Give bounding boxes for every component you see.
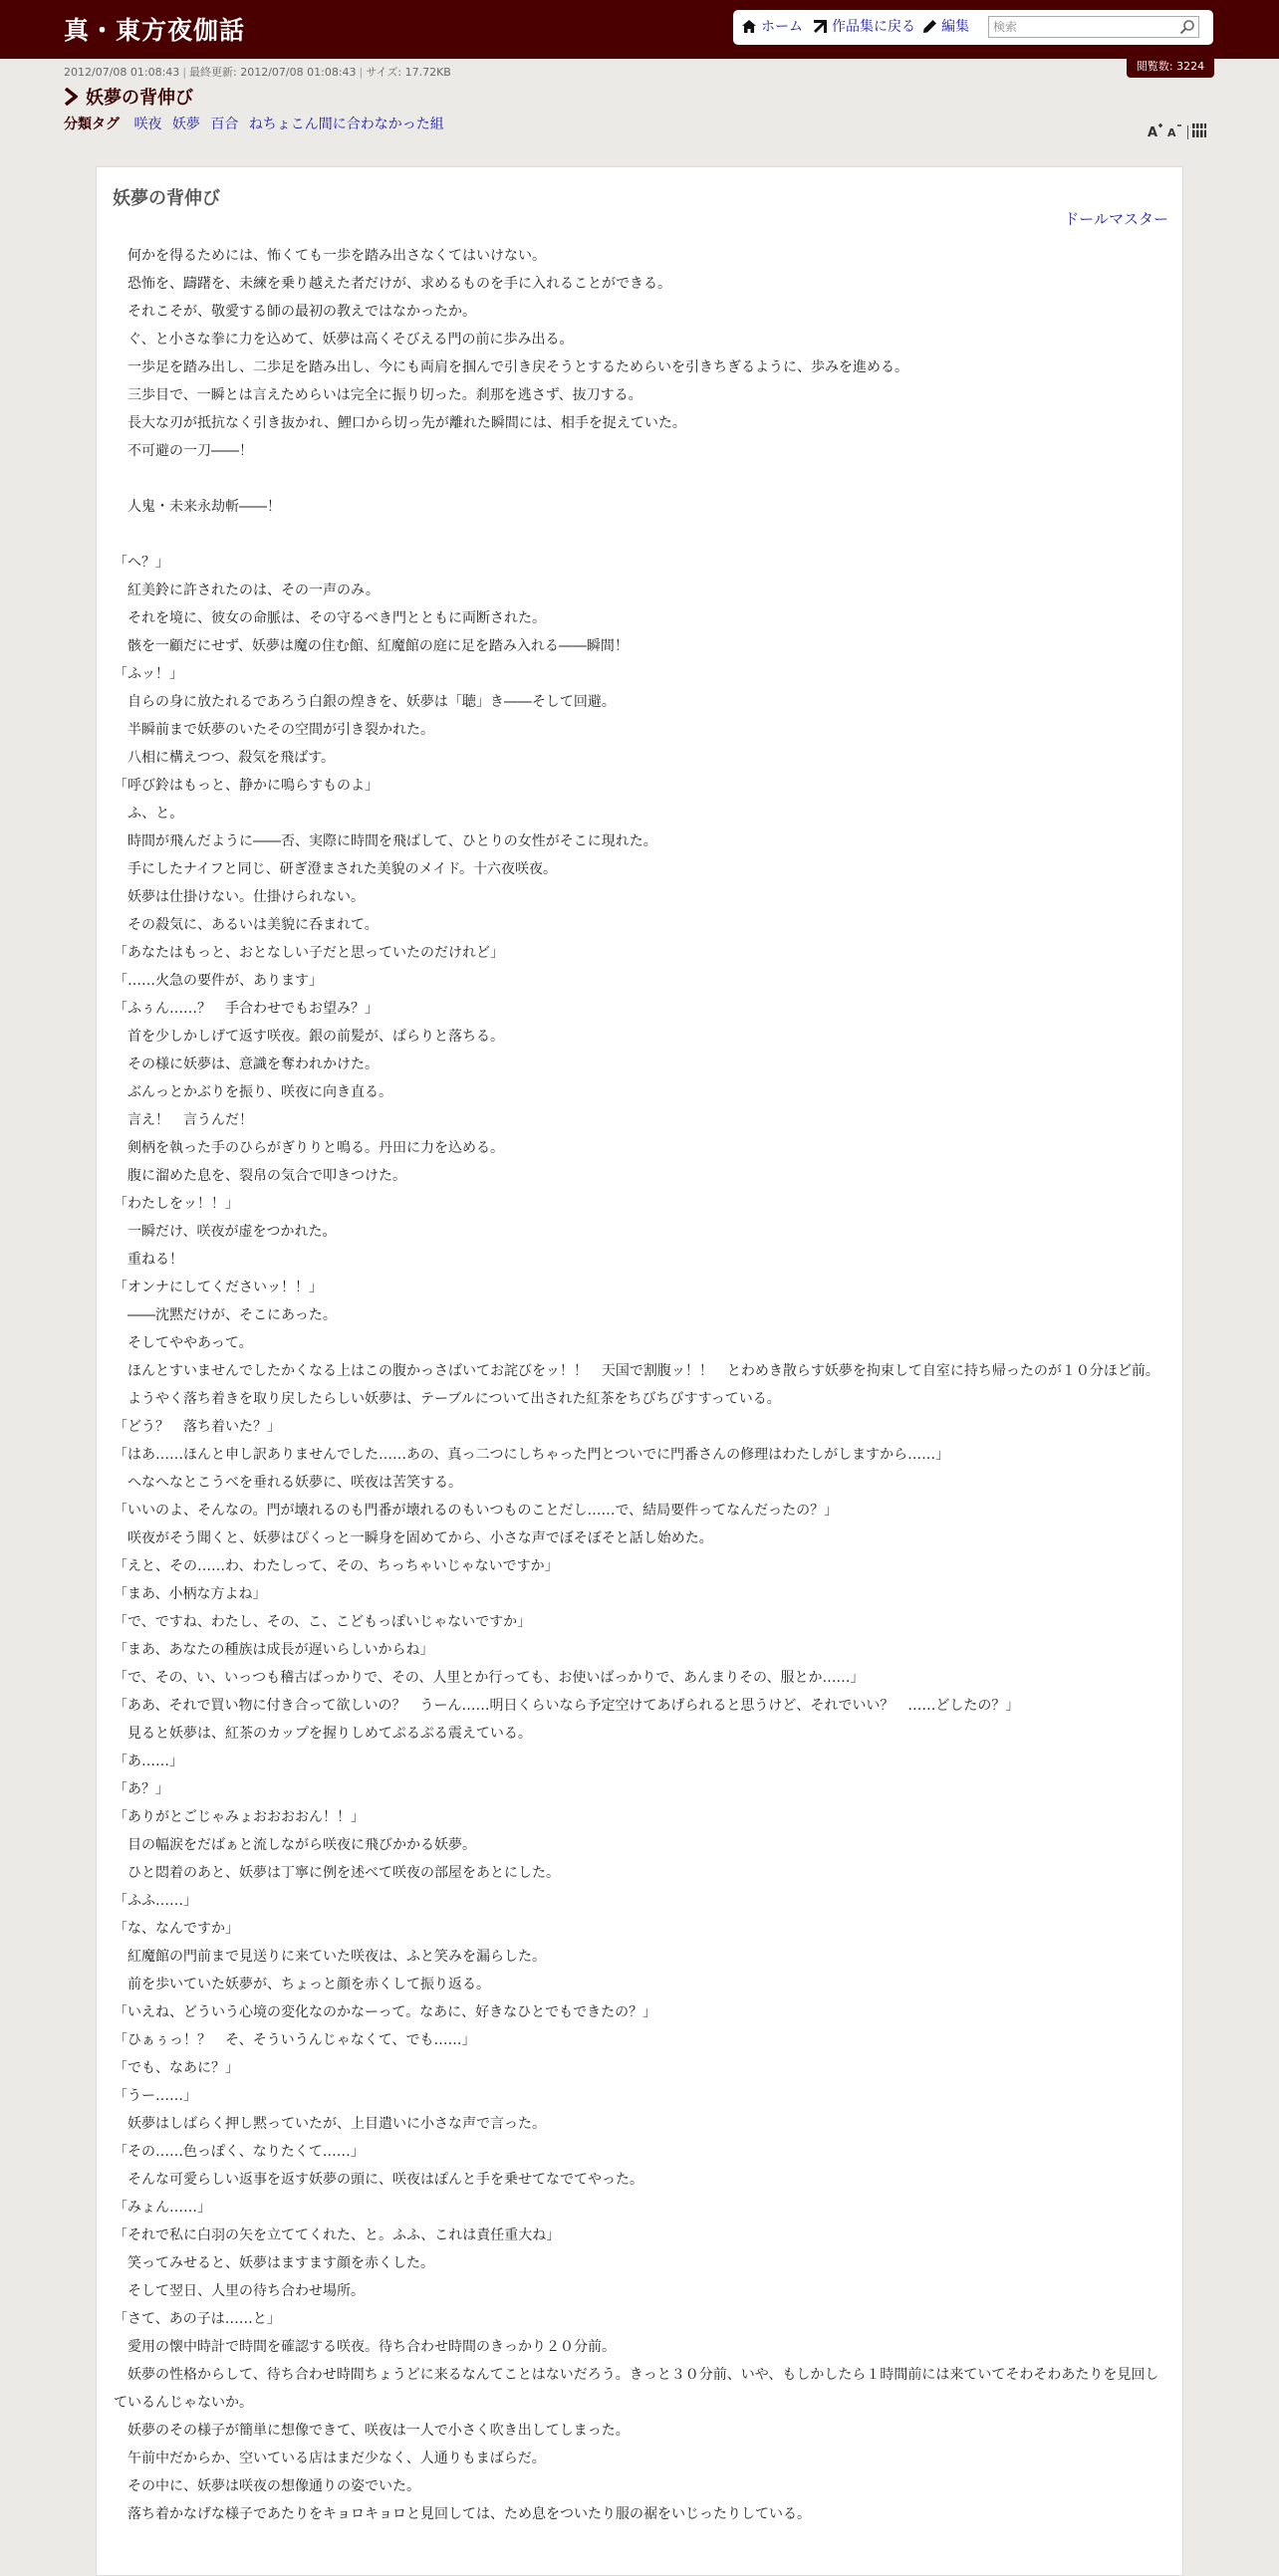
story-line: 「ふッ！」: [114, 666, 183, 682]
tool-divider: [1187, 125, 1188, 139]
home-link-label: ホーム: [761, 19, 803, 35]
story-line: 恐怖を、躊躇を、未練を乗り越えた者だけが、求めるものを手に入れることができる。: [114, 276, 671, 292]
story-line: 骸を一顧だにせず、妖夢は魔の住む館、紅魔館の庭に足を踏み入れる――瞬間！: [114, 638, 629, 654]
site-title[interactable]: 真・東方夜伽話: [64, 16, 246, 45]
view-count-badge: 閲覧数: 3224: [1127, 56, 1214, 78]
story-line: 「どう？ 落ち着いた？」: [114, 1419, 281, 1435]
story-line: その殺気に、あるいは美貌に呑まれて。: [114, 917, 379, 933]
edit-link[interactable]: [922, 10, 969, 45]
story-line: 人鬼・未来永劫斬――！: [114, 499, 281, 515]
story-line: 一歩足を踏み出し、二歩足を踏み出し、今にも両肩を掴んで引き戻そうとするためらいを引きちぎるように、歩みを進める。: [114, 359, 908, 375]
story-line: 目の幅涙をだばぁと流しながら咲夜に飛びかかる妖夢。: [114, 1837, 476, 1853]
story-line: 妖夢の性格からして、待ち合わせ時間ちょうどに来るなんてことはないだろう。きっと３０分前、いや、もしかしたら１時間前には来ていてそわそわあたりを見回しているんじゃないか。: [114, 2367, 1159, 2411]
svg-text:A: A: [1167, 126, 1176, 137]
story-line: 「いえね、どういう心境の変化なのかなーって。なあに、好きなひとでもできたの？」: [114, 2004, 657, 2020]
story-line: 八相に構えつつ、殺気を飛ばす。: [114, 750, 336, 766]
story-line: そしてややあって。: [114, 1335, 253, 1351]
story-panel: [96, 166, 1183, 2576]
meta-separator: |: [182, 66, 187, 79]
story-line: 午前中だからか、空いている店はまだ少なく、人通りもまばらだ。: [114, 2451, 546, 2466]
meta-separator: |: [359, 66, 364, 79]
tag-link[interactable]: 咲夜: [133, 117, 162, 132]
search-input[interactable]: [988, 16, 1199, 38]
story-line: 「まあ、小柄な方よね」: [114, 1586, 267, 1602]
story-line: 妖夢はしばらく押し黙っていたが、上目遣いに小さな声で言った。: [114, 2116, 546, 2132]
nav-box: [733, 10, 1213, 45]
story-line: 紅魔館の門前まで見送りに来ていた咲夜は、ふと笑みを漏らした。: [114, 1949, 546, 1965]
story-line: 三歩目で、一瞬とは言えためらいは完全に振り切った。刹那を逃さず、抜刀する。: [114, 387, 642, 403]
tag-list: [64, 114, 450, 133]
story-line: それを境に、彼女の命脈は、その守るべき門とともに両断された。: [114, 610, 546, 626]
story-line: 何かを得るためには、怖くても一歩を踏み出さなくてはいけない。: [114, 248, 546, 264]
post-meta: [64, 64, 451, 80]
tag-link[interactable]: ねちょこん間に合わなかった組: [248, 117, 444, 132]
story-line: ぶんっとかぶりを振り、咲夜に向き直る。: [114, 1084, 392, 1100]
story-line: 「で、その、い、いっつも稽古ばっかりで、その、人里とか行っても、お使いばっかりで、あんまりその、服とか……」: [114, 1670, 865, 1686]
back-arrow-icon: [813, 19, 828, 34]
story-line: ひと悶着のあと、妖夢は丁寧に例を述べて咲夜の部屋をあとにした。: [114, 1865, 560, 1881]
story-line: 「ふぅん……？ 手合わせでもお望み？」: [114, 1001, 379, 1017]
posted-date: 2012/07/08 01:08:43: [64, 66, 180, 79]
story-line: 前を歩いていた妖夢が、ちょっと顔を赤くして振り返る。: [114, 1977, 490, 1992]
back-to-collection-link[interactable]: [813, 10, 915, 45]
story-line: 半瞬前まで妖夢のいたその空間が引き裂かれた。: [114, 722, 434, 738]
story-line: 言え！ 言うんだ！: [114, 1112, 253, 1128]
back-link-label: 作品集に戻る: [832, 19, 915, 35]
story-line: 「な、なんですか」: [114, 1921, 239, 1937]
story-line: 重ねる！: [114, 1252, 183, 1268]
story-line: 「はあ……ほんと申し訳ありませんでした……あの、真っ二つにしちゃった門とついでに門番さんの修理はわたしがしますから……」: [114, 1447, 950, 1463]
font-size-decrease-icon[interactable]: [1167, 122, 1183, 141]
story-line: 「いいのよ、そんなの。門が壊れるのも門番が壊れるのもいつものことだし……で、結局要件ってなんだったの？」: [114, 1503, 839, 1519]
story-line: その中に、妖夢は咲夜の想像通りの姿でいた。: [114, 2478, 420, 2494]
story-line: [114, 521, 1171, 549]
story-line: 「あ……」: [114, 1754, 183, 1769]
story-line: その様に妖夢は、意識を奪われかけた。: [114, 1056, 379, 1072]
story-line: 「オンナにしてくださいッ！！」: [114, 1280, 323, 1295]
story-line: 「ふふ……」: [114, 1893, 197, 1909]
search-icon[interactable]: [1179, 19, 1195, 39]
story-line: 「みょん……」: [114, 2200, 211, 2216]
story-line: ぐ、と小さな拳に力を込めて、妖夢は高くそびえる門の前に歩み出る。: [114, 332, 574, 348]
story-line: 「わたしをッ！！」: [114, 1196, 239, 1212]
story-line: 笑ってみせると、妖夢はますます顔を赤くした。: [114, 2255, 434, 2271]
story-title: 妖夢の背伸び: [113, 188, 220, 209]
edit-link-label: 編集: [941, 19, 969, 35]
story-line: 剣柄を執った手のひらがぎりりと鳴る。丹田に力を込める。: [114, 1140, 504, 1156]
story-line: ふ、と。: [114, 806, 184, 821]
story-line: ほんとすいませんでしたかくなる上はこの腹かっさばいてお詫びをッ！！ 天国で割腹ッ！！ とわめき散らす妖夢を拘束して自室に持ち帰ったのが１０分ほど前。: [114, 1363, 1159, 1379]
story-line: 「あなたはもっと、おとなしい子だと思っていたのだけれど」: [114, 945, 504, 961]
work-title-text: 妖夢の背伸び: [86, 88, 193, 109]
story-line: 「うー……」: [114, 2088, 197, 2104]
vertical-layout-icon[interactable]: [1192, 122, 1206, 141]
story-line: 「まあ、あなたの種族は成長が遅いらしいからね」: [114, 1642, 434, 1658]
story-line: 落ち着かなげな様子であたりをキョロキョロと見回しては、ため息をついたり服の裾をいじったりしている。: [114, 2506, 811, 2522]
story-line: 自らの身に放たれるであろう白銀の煌きを、妖夢は「聴」き――そして回避。: [114, 694, 616, 710]
story-line: 長大な刃が抵抗なく引き抜かれ、鯉口から切っ先が離れた瞬間には、相手を捉えていた。: [114, 415, 686, 431]
story-line: 不可避の一刀――！: [114, 443, 253, 459]
story-line: 腹に溜めた息を、裂帛の気合で叩きつけた。: [114, 1168, 406, 1184]
story-line: 妖夢は仕掛けない。仕掛けられない。: [114, 889, 365, 905]
story-line: 時間が飛んだように――否、実際に時間を飛ばして、ひとりの女性がそこに現れた。: [114, 833, 657, 849]
story-line: そして翌日、人里の待ち合わせ場所。: [114, 2283, 365, 2299]
story-line: 「ひぁぅっ！？ そ、そういうんじゃなくて、でも……」: [114, 2032, 476, 2048]
chevron-right-icon: [64, 88, 78, 106]
story-line: 「へ？」: [114, 555, 169, 571]
story-line: 「呼び鈴はもっと、静かに鳴らすものよ」: [114, 778, 379, 794]
work-title: [64, 84, 193, 110]
tag-label: 分類タグ: [64, 117, 120, 132]
story-line: 咲夜がそう聞くと、妖夢はぴくっと一瞬身を固めてから、小さな声でぼそぼそと話し始めた。: [114, 1530, 713, 1546]
author-link[interactable]: ドールマスター: [1064, 210, 1168, 228]
story-line: 首を少しかしげて返す咲夜。銀の前髪が、ぱらりと落ちる。: [114, 1029, 504, 1045]
story-line: 「さて、あの子は……と」: [114, 2311, 281, 2327]
tag-link[interactable]: 妖夢: [171, 117, 200, 132]
story-line: 手にしたナイフと同じ、研ぎ澄まされた美貌のメイド。十六夜咲夜。: [114, 861, 558, 877]
story-line: へなへなとこうべを垂れる妖夢に、咲夜は苦笑する。: [114, 1475, 462, 1491]
file-size: サイズ: 17.72KB: [366, 66, 451, 79]
svg-text:A: A: [1148, 125, 1158, 137]
story-line: 「ありがとごじゃみょおおおおん！！」: [114, 1809, 365, 1825]
story-line: 「……火急の要件が、あります」: [114, 973, 323, 989]
story-line: ――沈黙だけが、そこにあった。: [114, 1307, 337, 1323]
font-size-increase-icon[interactable]: [1148, 122, 1163, 141]
updated-date: 最終更新: 2012/07/08 01:08:43: [189, 66, 357, 79]
story-line: 愛用の懐中時計で時間を確認する咲夜。待ち合わせ時間のきっかり２０分前。: [114, 2339, 616, 2355]
story-body: [114, 242, 1171, 2528]
story-line: 「えと、その……わ、わたしって、その、ちっちゃいじゃないですか」: [114, 1558, 559, 1574]
tag-link[interactable]: 百合: [210, 117, 239, 132]
text-tools: [1148, 122, 1206, 141]
story-line: 「あ？」: [114, 1781, 169, 1797]
pencil-icon: [922, 19, 937, 34]
story-line: 「それで私に白羽の矢を立ててくれた、と。ふふ、これは責任重大ね」: [114, 2227, 561, 2243]
home-icon: [741, 19, 757, 34]
home-link[interactable]: [741, 10, 803, 45]
story-line: 妖夢のその様子が簡単に想像できて、咲夜は一人で小さく吹き出してしまった。: [114, 2423, 630, 2439]
story-line: 一瞬だけ、咲夜が虚をつかれた。: [114, 1224, 337, 1240]
top-bar: [0, 0, 1279, 59]
story-line: 紅美鈴に許されたのは、その一声のみ。: [114, 583, 380, 598]
story-line: ようやく落ち着きを取り戻したらしい妖夢は、テーブルについて出された紅茶をちびちびすすっている。: [114, 1391, 781, 1407]
story-line: 「で、ですね、わたし、その、こ、こどもっぽいじゃないですか」: [114, 1614, 532, 1630]
story-line: [114, 465, 1171, 493]
story-line: 見ると妖夢は、紅茶のカップを握りしめてぷるぷる震えている。: [114, 1726, 532, 1742]
story-line: 「でも、なあに？」: [114, 2060, 239, 2076]
story-line: 「その……色っぽく、なりたくて……」: [114, 2144, 365, 2160]
story-line: 「ああ、それで買い物に付き合って欲しいの？ うーん……明日くらいなら予定空けてあげられると思うけど、それでいい？ ……どしたの？」: [114, 1698, 1020, 1714]
story-line: そんな可愛らしい返事を返す妖夢の頭に、咲夜はぽんと手を乗せてなでてやった。: [114, 2172, 643, 2188]
story-line: それこそが、敬愛する師の最初の教えではなかったか。: [114, 304, 476, 320]
